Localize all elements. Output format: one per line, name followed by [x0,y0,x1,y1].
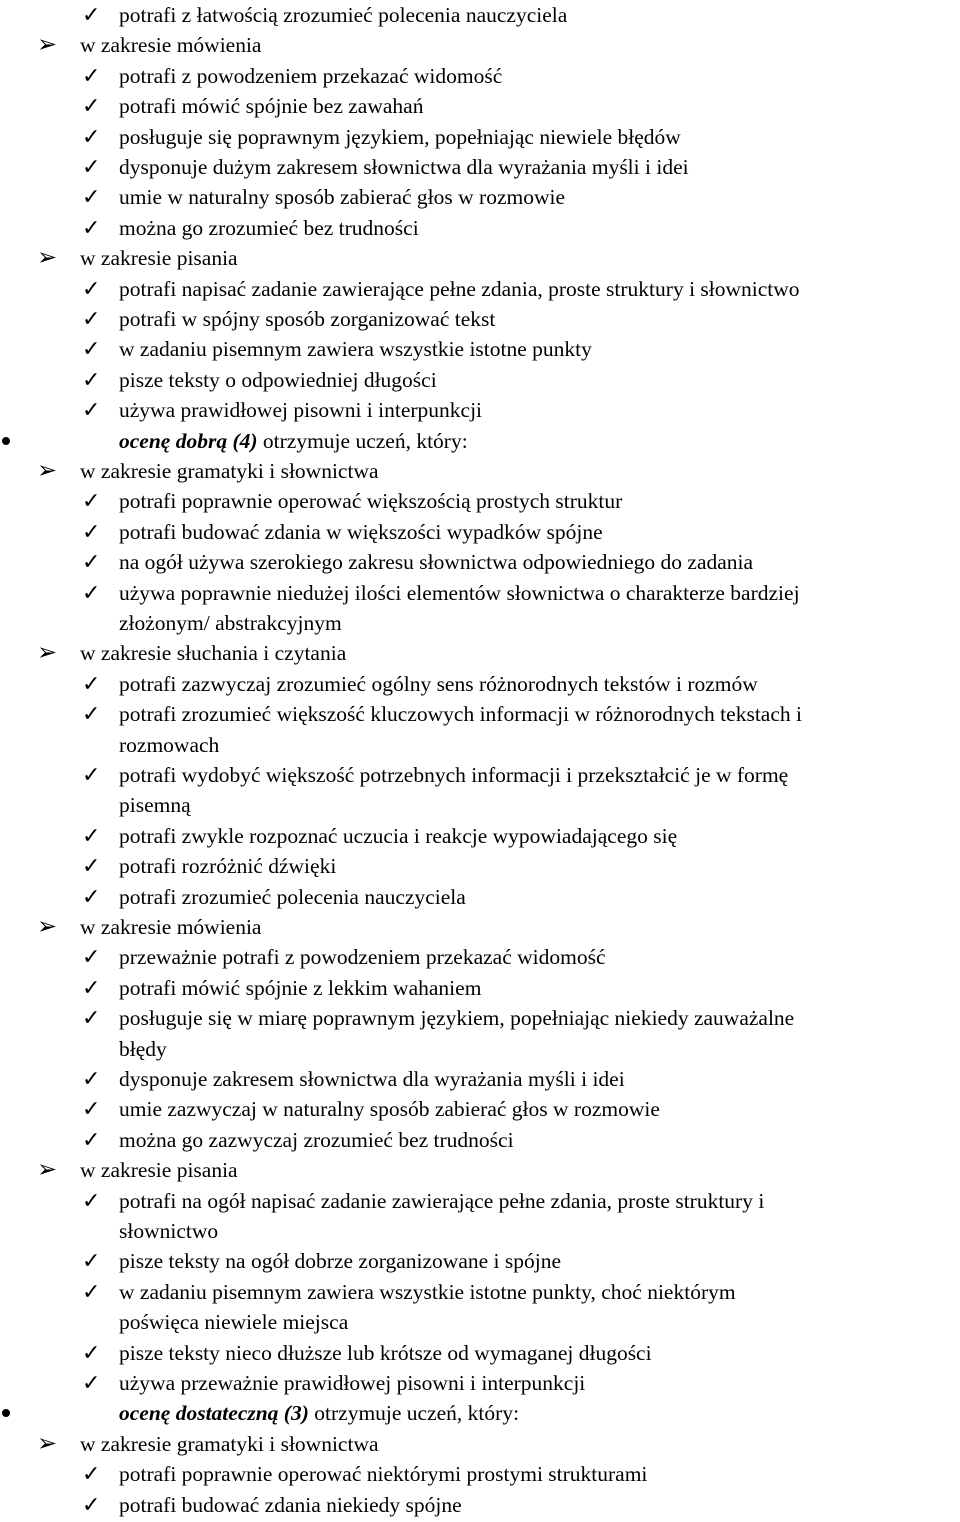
line-text: pisze teksty o odpowiedniej długości [119,367,437,392]
criterion-item [0,1064,960,1094]
checkmark-icon: ✓ [82,579,101,605]
checkmark-icon: ✓ [82,518,101,544]
arrow-bullet-icon: ➢ [37,458,58,484]
criterion-item [0,486,960,516]
line-text: potrafi na ogół napisać zadanie zawierające pełne zdania, proste struktury i [119,1188,765,1213]
criterion-item [0,821,960,851]
line-text: w zadaniu pisemnym zawiera wszystkie istotne punkty, choć niektórym [119,1279,736,1304]
criterion-item [0,882,960,912]
line-text: pisemną [119,793,191,818]
line-text: złożonym/ abstrakcyjnym [119,611,342,635]
checkmark-icon: ✓ [82,1126,101,1152]
section-heading [0,912,960,942]
line-text: potrafi mówić spójnie z lekkim wahaniem [119,975,482,1000]
criterion-item [0,0,960,30]
checkmark-icon: ✓ [82,488,101,514]
criterion-item-continuation [0,1307,960,1337]
line-text: słownictwo [119,1219,219,1243]
section-heading [0,638,960,668]
grade-text [119,1398,519,1428]
checkmark-icon: ✓ [82,1096,101,1122]
checkmark-icon: ✓ [82,701,101,727]
criterion-item [0,1186,960,1216]
criterion-item [0,1368,960,1398]
bullet-dot-icon [2,437,10,445]
arrow-bullet-icon: ➢ [37,1157,58,1184]
criterion-item [0,91,960,121]
line-text: w zakresie mówienia [80,915,262,939]
line-text: poświęca niewiele miejsca [119,1310,349,1335]
line-text: dysponuje zakresem słownictwa dla wyrażania myśli i idei [119,1067,625,1091]
criterion-item [0,274,960,304]
line-text: w zadaniu pisemnym zawiera wszystkie istotne punkty [119,337,592,362]
criterion-item [0,395,960,425]
arrow-bullet-icon: ➢ [37,32,58,59]
line-text: potrafi rozróżnić dźwięki [119,854,337,879]
arrow-bullet-icon: ➢ [37,245,58,272]
arrow-bullet-icon: ➢ [37,1430,58,1457]
line-text: potrafi wydobyć większość potrzebnych informacji i przekształcić je w formę [119,763,789,787]
section-heading [0,30,960,60]
checkmark-icon: ✓ [82,1187,101,1213]
line-text: używa poprawnie niedużej ilości elementów słownictwa o charakterze bardziej [119,580,800,605]
line-text: pisze teksty na ogół dobrze zorganizowane i spójne [119,1249,562,1274]
line-text: używa przeważnie prawidłowej pisowni i interpunkcji [119,1371,586,1395]
criterion-item [0,1246,960,1276]
criterion-item-continuation [0,1034,960,1064]
line-text: potrafi napisać zadanie zawierające pełne zdania, proste struktury i słownictwo [119,276,800,301]
checkmark-icon: ✓ [82,1248,101,1274]
section-heading [0,1155,960,1185]
checkmark-icon: ✓ [82,123,101,149]
line-text: dysponuje dużym zakresem słownictwa dla wyrażania myśli i idei [119,155,689,179]
criterion-item [0,365,960,395]
bullet-dot-icon [2,1409,10,1417]
line-text: potrafi z łatwością zrozumieć polecenia nauczyciela [119,3,568,27]
line-text: można go zazwyczaj zrozumieć bez trudności [119,1127,514,1152]
grade-heading [0,1398,960,1428]
grade-suffix: otrzymuje uczeń, który: [308,1401,520,1426]
criterion-item [0,1490,960,1520]
section-heading [0,1429,960,1459]
checkmark-icon: ✓ [82,944,101,970]
line-text: potrafi budować zdania w większości wypadków spójne [119,519,603,544]
checkmark-icon: ✓ [82,306,101,331]
checkmark-icon: ✓ [82,853,101,879]
criterion-item [0,1277,960,1307]
line-text: potrafi poprawnie operować większością prostych struktur [119,489,623,514]
checkmark-icon: ✓ [82,762,101,787]
criterion-item [0,699,960,729]
criterion-item [0,851,960,881]
criterion-item [0,61,960,91]
grade-label: ocenę dobrą (4) [119,428,258,453]
criterion-item [0,517,960,547]
line-text: w zakresie mówienia [80,33,262,58]
checkmark-icon: ✓ [82,214,101,240]
criterion-item [0,334,960,364]
section-heading [0,456,960,486]
checkmark-icon: ✓ [82,974,101,1000]
line-text: w zakresie słuchania i czytania [80,641,347,666]
criterion-item [0,122,960,152]
criterion-item [0,973,960,1003]
criterion-item [0,304,960,334]
grade-suffix: otrzymuje uczeń, który: [257,428,468,453]
line-text: potrafi zrozumieć większość kluczowych informacji w różnorodnych tekstach i [119,702,802,727]
line-text: potrafi w spójny sposób zorganizować tekst [119,307,496,331]
criterion-item [0,213,960,243]
grade-heading [0,426,960,456]
checkmark-icon: ✓ [82,366,101,392]
checkmark-icon: ✓ [82,1066,101,1091]
line-text: posługuje się poprawnym językiem, popełniając niewiele błędów [119,124,681,149]
checkmark-icon: ✓ [82,336,101,362]
criterion-item-continuation [0,730,960,760]
criterion-item [0,182,960,212]
line-text: umie w naturalny sposób zabierać głos w rozmowie [119,185,565,210]
grade-text [119,426,468,456]
criterion-item [0,578,960,608]
line-text: przeważnie potrafi z powodzeniem przekazać widomość [119,945,606,970]
line-text: w zakresie gramatyki i słownictwa [80,1431,379,1456]
arrow-bullet-icon: ➢ [37,640,58,667]
line-text: potrafi mówić spójnie bez zawahań [119,94,424,119]
checkmark-icon: ✓ [82,275,101,301]
line-text: potrafi poprawnie operować niektórymi prostymi strukturami [119,1462,648,1487]
checkmark-icon: ✓ [82,1370,101,1395]
criterion-item [0,152,960,182]
line-text: błędy [119,1036,167,1061]
line-text: potrafi zwykle rozpoznać uczucia i reakcje wypowiadającego się [119,823,678,848]
checkmark-icon: ✓ [82,1461,101,1487]
line-text: potrafi zrozumieć polecenia nauczyciela [119,884,466,909]
criterion-item [0,1094,960,1124]
line-text: na ogół używa szerokiego zakresu słownictwa odpowiedniego do zadania [119,550,754,575]
line-text: umie zazwyczaj w naturalny sposób zabierać głos w rozmowie [119,1097,660,1122]
criterion-item [0,547,960,577]
checkmark-icon: ✓ [82,93,101,119]
checkmark-icon: ✓ [82,883,101,909]
grade-label: ocenę dostateczną (3) [119,1401,309,1426]
line-text: rozmowach [119,732,220,757]
checkmark-icon: ✓ [82,1339,101,1365]
checkmark-icon: ✓ [82,397,101,423]
criterion-item [0,942,960,972]
criterion-item-continuation [0,790,960,820]
criterion-item [0,1003,960,1033]
criterion-item [0,669,960,699]
line-text: w zakresie gramatyki i słownictwa [80,459,379,483]
line-text: potrafi zazwyczaj zrozumieć ogólny sens różnorodnych tekstów i rozmów [119,671,758,696]
criterion-item-continuation [0,1216,960,1246]
line-text: w zakresie pisania [80,1158,238,1183]
checkmark-icon: ✓ [82,549,101,575]
checkmark-icon: ✓ [82,184,101,210]
section-heading [0,243,960,273]
criterion-item [0,1338,960,1368]
checkmark-icon: ✓ [82,1005,101,1031]
checkmark-icon: ✓ [82,62,101,88]
checkmark-icon: ✓ [82,2,101,27]
line-text: potrafi budować zdania niekiedy spójne [119,1492,462,1517]
criterion-item [0,1459,960,1489]
line-text: pisze teksty nieco dłuższe lub krótsze od wymaganej długości [119,1340,652,1365]
criterion-item [0,760,960,790]
line-text: potrafi z powodzeniem przekazać widomość [119,63,503,88]
checkmark-icon: ✓ [82,1278,101,1304]
checkmark-icon: ✓ [82,1491,101,1517]
checkmark-icon: ✓ [82,154,101,179]
line-text: w zakresie pisania [80,246,238,271]
checkmark-icon: ✓ [82,670,101,696]
line-text: używa prawidłowej pisowni i interpunkcji [119,398,483,423]
criterion-item [0,1125,960,1155]
line-text: posługuje się w miarę poprawnym językiem, popełniając niekiedy zauważalne [119,1006,795,1031]
checkmark-icon: ✓ [82,822,101,848]
arrow-bullet-icon: ➢ [37,914,58,940]
line-text: można go zrozumieć bez trudności [119,215,419,240]
criterion-item-continuation [0,608,960,638]
